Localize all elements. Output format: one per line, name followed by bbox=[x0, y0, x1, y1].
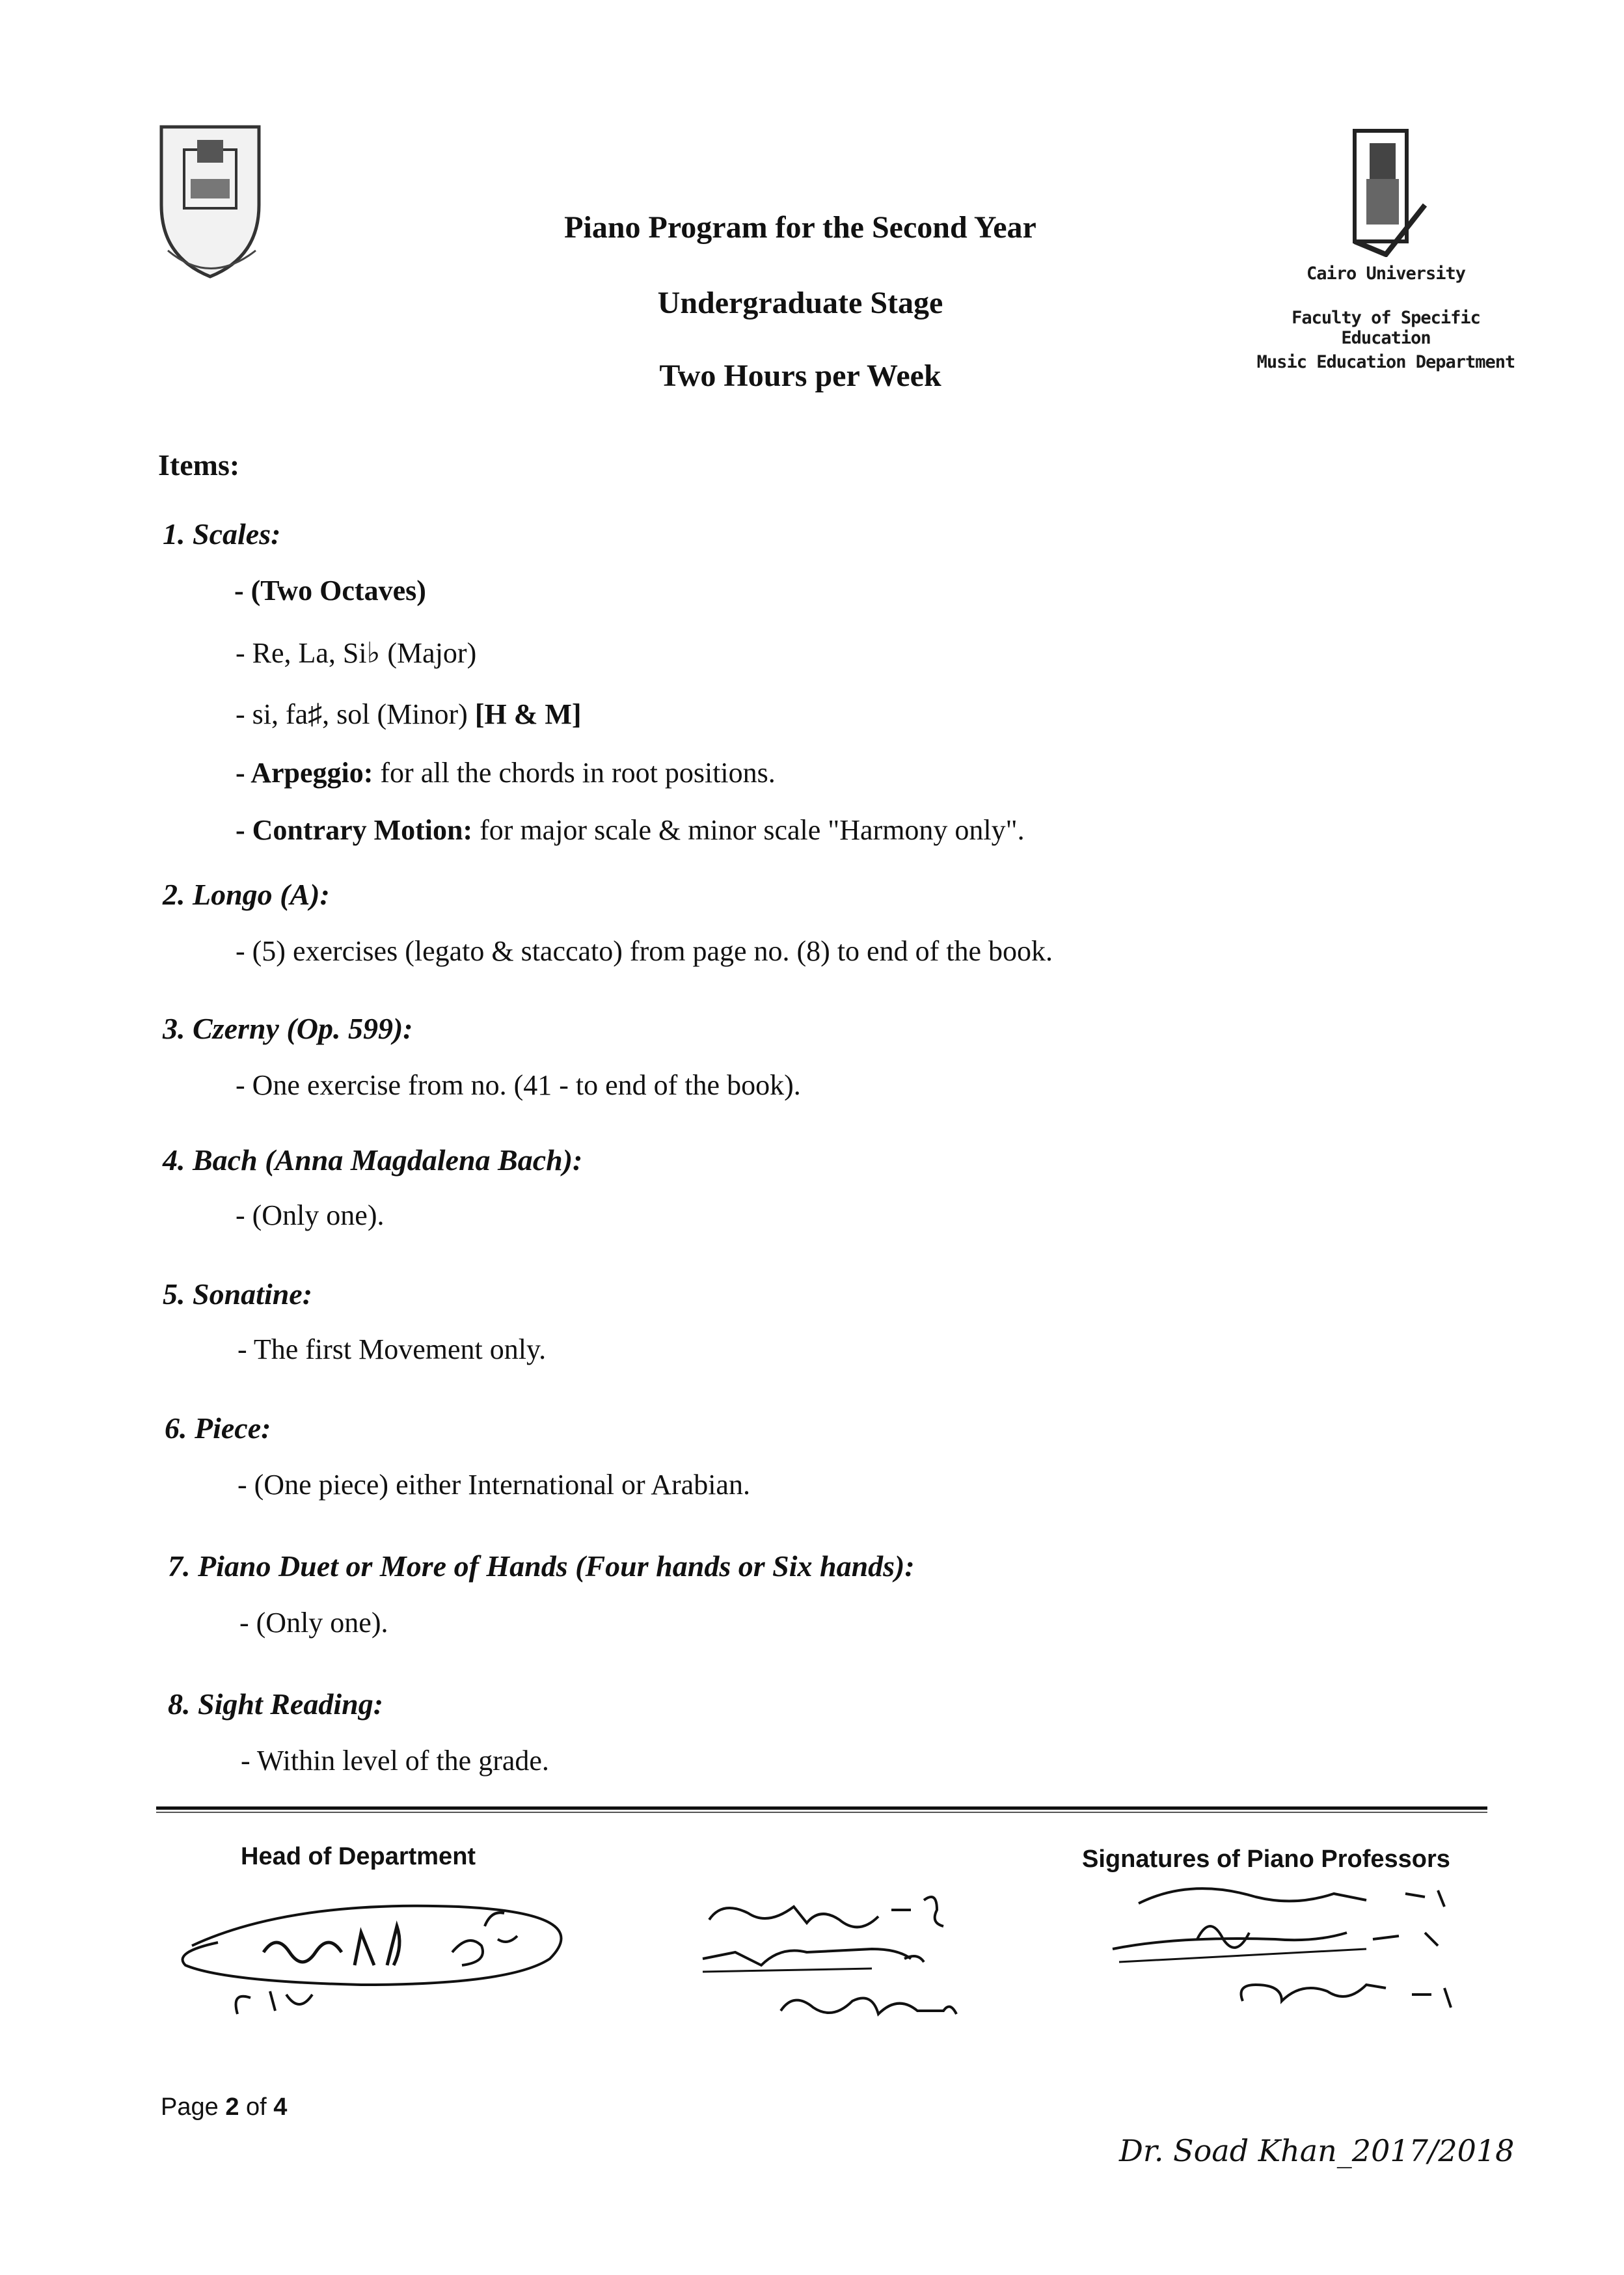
cairo-university-seal-logo bbox=[148, 120, 272, 290]
section-heading-piano-duet: 7. Piano Duet or More of Hands (Four hands or Six hands): bbox=[168, 1549, 915, 1583]
longo-line-1: - (5) exercises (legato & staccato) from page no. (8) to end of the book. bbox=[236, 935, 1053, 967]
section-heading-czerny: 3. Czerny (Op. 599): bbox=[163, 1012, 413, 1045]
page-subtitle-stage: Undergraduate Stage bbox=[657, 286, 943, 320]
bach-line-1: - (Only one). bbox=[236, 1199, 385, 1231]
head-of-department-signature bbox=[146, 1874, 615, 2027]
czerny-line-1: - One exercise from no. (41 - to end of the book). bbox=[236, 1069, 801, 1101]
piece-line-1: - (One piece) either International or Arabian. bbox=[237, 1469, 750, 1501]
section-heading-piece: 6. Piece: bbox=[165, 1411, 271, 1445]
items-label: Items: bbox=[158, 448, 240, 482]
sight-reading-line-1: - Within level of the grade. bbox=[241, 1745, 549, 1777]
page-title: Piano Program for the Second Year bbox=[564, 210, 1036, 245]
professors-signatures bbox=[1100, 1877, 1490, 2037]
page-number: Page 2 of 4 bbox=[161, 2093, 288, 2121]
head-of-department-label: Head of Department bbox=[241, 1843, 476, 1870]
faculty-logo-block bbox=[1249, 127, 1522, 387]
institution-department: Music Education Department bbox=[1256, 352, 1515, 372]
institution-university: Cairo University bbox=[1306, 264, 1466, 284]
scales-line-contrary-motion: - Contrary Motion: for major scale & minor scale "Harmony only". bbox=[236, 814, 1025, 846]
scales-line-3: - si, fa♯, sol (Minor) [H & M] bbox=[236, 698, 582, 730]
section-heading-bach: 4. Bach (Anna Magdalena Bach): bbox=[163, 1143, 583, 1177]
section-heading-sonatine: 5. Sonatine: bbox=[163, 1277, 313, 1311]
middle-signatures bbox=[690, 1881, 1054, 2053]
scales-line-1: - (Two Octaves) bbox=[234, 575, 426, 606]
institution-faculty: Faculty of Specific Education bbox=[1292, 308, 1480, 348]
scales-line-2: - Re, La, Si♭ (Major) bbox=[236, 637, 477, 669]
faculty-emblem-icon bbox=[1347, 127, 1431, 257]
footer-divider bbox=[156, 1806, 1487, 1810]
section-heading-scales: 1. Scales: bbox=[163, 517, 281, 551]
section-heading-sight-reading: 8. Sight Reading: bbox=[168, 1687, 384, 1721]
section-heading-longo: 2. Longo (A): bbox=[163, 878, 330, 911]
signatures-label: Signatures of Piano Professors bbox=[1082, 1846, 1450, 1873]
piano-duet-line-1: - (Only one). bbox=[239, 1607, 388, 1639]
page-subtitle-hours: Two Hours per Week bbox=[659, 359, 941, 393]
scales-line-arpeggio: - Arpeggio: for all the chords in root positions. bbox=[236, 757, 776, 789]
sonatine-line-1: - The first Movement only. bbox=[237, 1333, 547, 1365]
seal-icon bbox=[148, 120, 272, 290]
footer-divider-secondary bbox=[156, 1812, 1487, 1813]
author-credit: Dr. Soad Khan_2017/2018 bbox=[1119, 2133, 1515, 2168]
